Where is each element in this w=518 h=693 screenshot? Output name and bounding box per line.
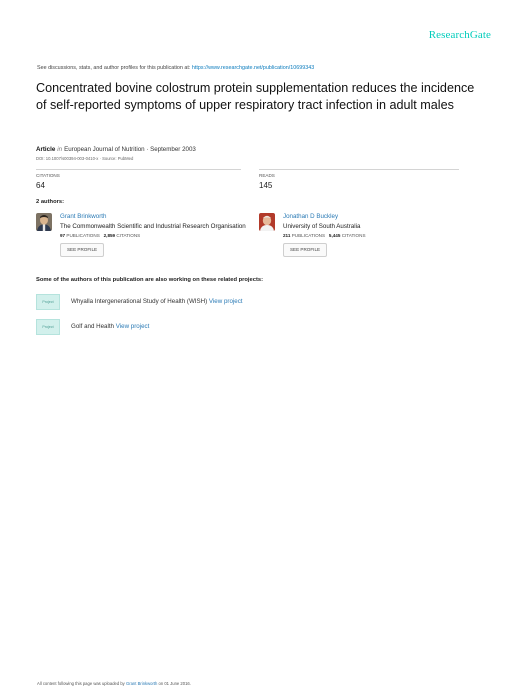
author-citations-label: CITATIONS [341,233,366,238]
avatar-photo-icon [259,213,275,231]
journal-name: European Journal of Nutrition · September 2003 [64,146,196,153]
author-publications-count: 97 [60,233,66,238]
reads-label: READS [259,173,275,178]
publication-type: Article [36,146,56,153]
uploader-link[interactable]: Grant Brinkworth [125,681,158,686]
discussion-line [37,65,497,71]
discussion-prefix: See discussions, stats, and author profiles for this publication at: [37,65,192,71]
citations-label: CITATIONS [36,173,60,178]
author-stats [283,233,366,238]
in-word: in [57,146,63,153]
view-project-link[interactable]: View project [115,323,150,330]
see-profile-button[interactable]: SEE PROFILE [283,243,327,257]
researchgate-logo[interactable]: ResearchGate [428,29,491,41]
author-stats [60,233,140,238]
publication-meta [36,146,196,153]
author-citations-count: 2,859 [103,233,116,238]
author-institution: The Commonwealth Scientific and Industrial Research Organisation [60,223,246,230]
author-publications-label: PUBLICATIONS [291,233,326,238]
avatar[interactable] [259,213,275,231]
project-text [71,323,149,330]
project-text [71,298,243,305]
footer-prefix: All content following this page was uploaded by [37,681,126,686]
author-name-link[interactable]: Jonathan D Buckley [283,213,339,220]
avatar-photo-icon [36,213,52,231]
related-projects-heading: Some of the authors of this publication are also working on these related projects: [36,277,264,283]
view-project-link[interactable]: View project [208,298,243,305]
doi-line: DOI: 10.1007/s00394-003-0410-x · Source: PubMed [36,156,134,161]
publication-url-link[interactable]: https://www.researchgate.net/publication/10699343 [191,65,315,71]
avatar[interactable] [36,213,52,231]
citations-count: 64 [36,181,45,190]
project-name: Golf and Health [71,323,114,330]
publication-title: Concentrated bovine colostrum protein supplementation reduces the incidence of self-reported symptoms of upper respiratory tract infection in adult males [36,81,475,112]
project-icon: Project [36,319,60,335]
divider-reads [259,169,459,170]
author-institution: University of South Australia [283,223,361,230]
footer-upload-note [37,681,191,686]
project-icon: Project [36,294,60,310]
project-name: Whyalla Intergenerational Study of Health (WISH) [71,298,208,305]
author-publications-label: PUBLICATIONS [66,233,100,238]
author-citations-count: 5,445 [328,233,341,238]
reads-count: 145 [259,181,273,190]
footer-suffix: on 01 June 2016. [157,681,191,686]
author-name-link[interactable]: Grant Brinkworth [60,213,107,220]
see-profile-button[interactable]: SEE PROFILE [60,243,104,257]
author-citations-label: CITATIONS [116,233,141,238]
authors-heading: 2 authors: [36,199,65,205]
author-publications-count: 211 [283,233,291,238]
divider-citations [36,169,241,170]
